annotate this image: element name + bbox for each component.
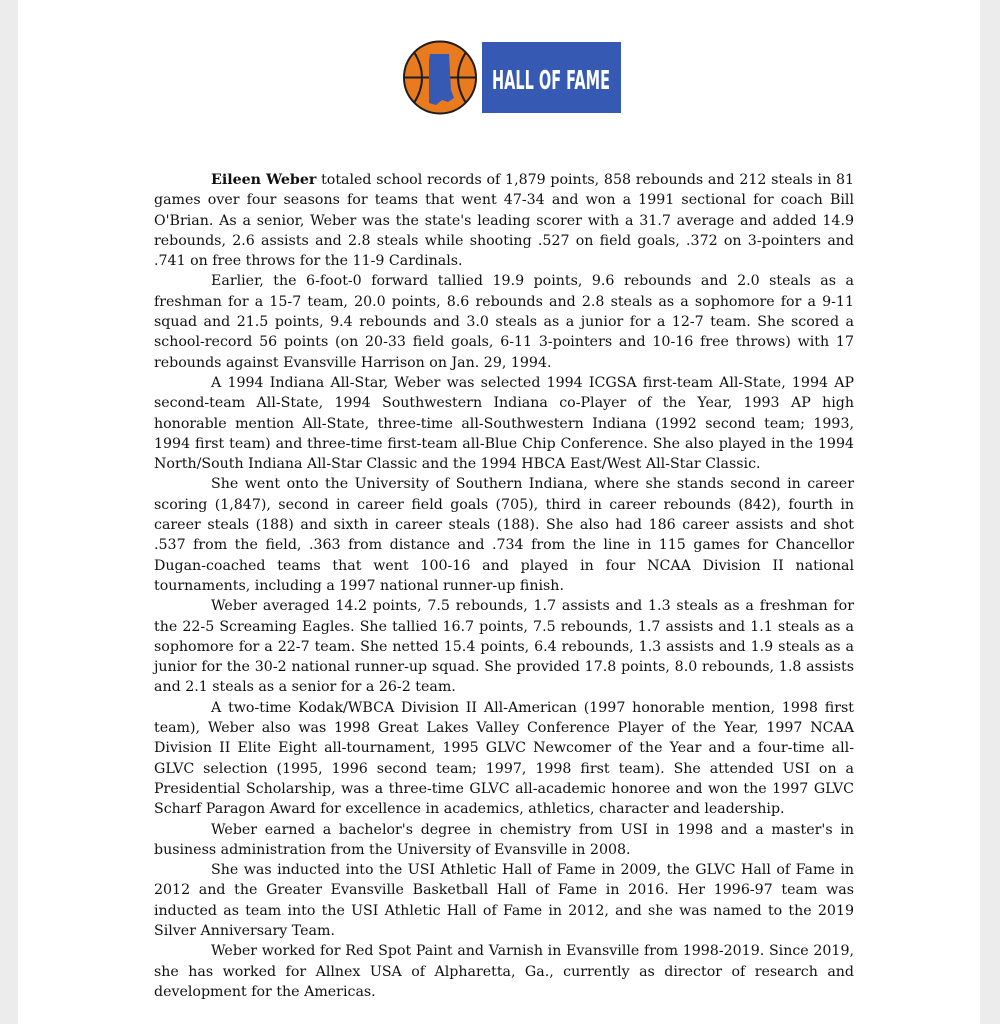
logo-text: HALL OF FAME — [492, 66, 610, 96]
bio-paragraph-1 — [154, 170, 854, 271]
bio-paragraph-3: A 1994 Indiana All-Star, Weber was selected 1994 ICGSA first-team All-State, 1994 AP second-team All-State, 1994 Southwestern Indiana co-Player of the Year, 1993 AP high honorable mention All-State, three-time all-Southwestern Indiana (1992 second team; 1993, 1994 first team) and three-time first-team all-Blue Chip Conference. She also played in the 1994 North/South Indiana All-Star Classic and the 1994 HBCA East/West All-Star Classic. — [154, 374, 854, 473]
bio-paragraph-4: She went onto the University of Southern Indiana, where she stands second in career scoring (1,847), second in career field goals (705), third in career rebounds (842), fourth in career steals (188) and sixth in career steals (188). She also had 186 career assists and shot .537 from the field, .363 from distance and .734 from the line in 115 games for Chancellor Dugan-coached teams that went 100-16 and played in four NCAA Division II national tournaments, including a 1997 national runner-up finish. — [154, 476, 854, 594]
biography-text — [154, 170, 854, 1002]
document-page — [18, 0, 980, 1024]
bio-paragraph-2: Earlier, the 6-foot-0 forward tallied 19.9 points, 9.6 rebounds and 2.0 steals as a freshman for a 15-7 team, 20.0 points, 8.6 rebounds and 2.8 steals as a sophomore for a 9-11 squad and 21.5 points, 9.4 rebounds and 3.0 steals as a junior for a 12-7 team. She scored a school-record 56 points (on 20-33 field goals, 6-11 3-pointers and 10-16 free throws) with 17 rebounds against Evansville Harrison on Jan. 29, 1994. — [154, 273, 854, 371]
bio-paragraph-7: Weber earned a bachelor's degree in chemistry from USI in 1998 and a master's in business administration from the University of Evansville in 2008. — [154, 821, 854, 858]
bio-paragraph-8: She was inducted into the USI Athletic Hall of Fame in 2009, the GLVC Hall of Fame in 2012 and the Greater Evansville Basketball Hall of Fame in 2016. Her 1996-97 team was inducted as team into the USI Athletic Hall of Fame in 2012, and she was named to the 2019 Silver Anniversary Team. — [154, 862, 854, 939]
bio-paragraph-6: A two-time Kodak/WBCA Division II All-American (1997 honorable mention, 1998 first team), Weber also was 1998 Great Lakes Valley Conference Player of the Year, 1997 NCAA Division II Elite Eight all-tournament, 1995 GLVC Newcomer of the Year and a four-time all-GLVC selection (1995, 1996 second team; 1997, 1998 first team). She attended USI on a Presidential Scholarship, was a three-time GLVC all-academic honoree and won the 1997 GLVC Scharf Paragon Award for excellence in academics, athletics, character and leadership. — [154, 699, 854, 818]
bio-paragraph-1-text: totaled school records of 1,879 points, 858 rebounds and 212 steals in 81 games over four seasons for teams that went 47-34 and won a 1991 sectional for coach Bill O'Brian. As a senior, Weber was the state's leading scorer with a 31.7 average and added 14.9 rebounds, 2.6 assists and 2.8 steals while shooting .527 on field goals, .372 on 3-pointers and .741 on free throws for the 11-9 Cardinals. — [154, 172, 855, 270]
inductee-name: Eileen Weber — [211, 172, 317, 188]
basketball-indiana-icon — [404, 42, 476, 114]
hall-of-fame-logo — [398, 40, 623, 115]
bio-paragraph-9: Weber worked for Red Spot Paint and Varnish in Evansville from 1998-2019. Since 2019, she has worked for Allnex USA of Alpharetta, Ga., currently as director of research and development for the Americas. — [154, 943, 854, 1000]
bio-paragraph-5: Weber averaged 14.2 points, 7.5 rebounds, 1.7 assists and 1.3 steals as a freshman for the 22-5 Screaming Eagles. She tallied 16.7 points, 7.5 rebounds, 1.7 assists and 1.1 steals as a sophomore for a 22-7 team. She netted 15.4 points, 6.4 rebounds, 1.3 assists and 1.9 steals as a junior for the 30-2 national runner-up squad. She provided 17.8 points, 8.0 rebounds, 1.8 assists and 2.1 steals as a senior for a 26-2 team. — [154, 598, 854, 696]
